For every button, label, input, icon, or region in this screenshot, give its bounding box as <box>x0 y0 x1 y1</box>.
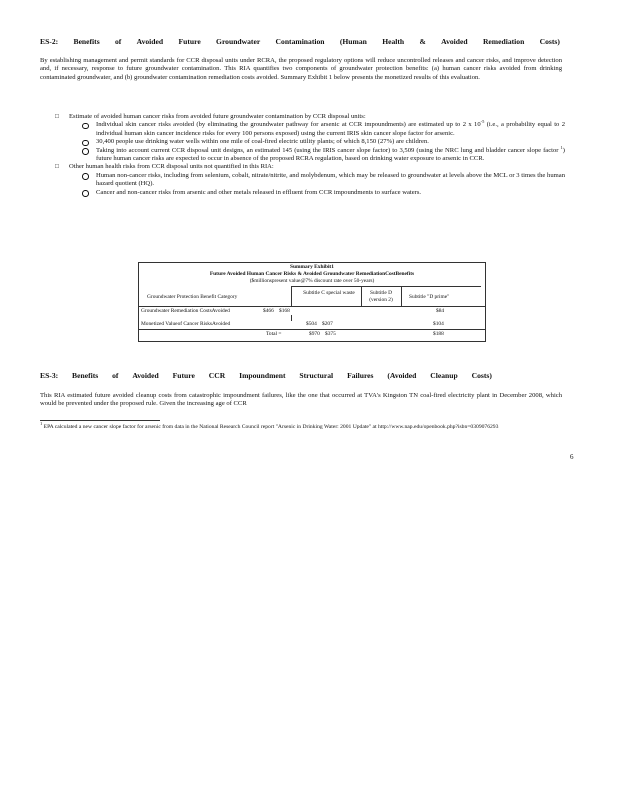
bullet-circle-icon <box>82 140 89 147</box>
header-subtitle-dprime: Subtitle "D prime" <box>409 294 450 300</box>
total-value-d: $375 <box>325 331 336 337</box>
row-value-dprime: $104 <box>433 321 444 327</box>
total-rule <box>139 329 485 330</box>
sub-bullet-text: ) future human cancer risks are expected to occur in absence of the proposed RCRA regulation, based on drinking water exposure to arsenic in CCR. <box>96 146 565 163</box>
heading-word: Avoided <box>136 37 164 46</box>
heading-word: Cleanup <box>430 371 458 380</box>
header-category: Groundwater Protection Benefit Category <box>147 294 238 300</box>
footnote-text: EPA calculated a new cancer slope factor for arsenic from data in the National Research Council report "Arsenic in Drinking Water: 2001 Update" at http://www.nap.edu/openbook.php?isbn=0309076293 <box>42 424 499 430</box>
row-value-d: $207 <box>322 321 333 327</box>
sub-bullet-text: 30,400 people use drinking water wells within one mile of coal-fired electric utility plants; of which 8,150 (27%) are children. <box>96 138 429 146</box>
sub-bullet-text: Taking into account current CCR disposal unit designs, an estimated 145 (using the IRIS cancer slope factor) to 3,509 (using the NRC lung and bladder cancer slope factor <box>96 146 561 154</box>
row-label: Monetized Valueof Cancer RisksAvoided <box>141 321 231 327</box>
heading-word: of <box>115 37 122 46</box>
heading-word: CCR <box>208 371 226 380</box>
summary-exhibit-table <box>138 262 486 342</box>
es3-paragraph: This RIA estimated future avoided cleanup costs from catastrophic impoundment failures, like the one that occurred at TVA's Kingston TN coal-fired electricity plant in December 2008, which would be prevented under the proposed rule. Given the increasing age of CCR <box>40 392 562 408</box>
sub-bullet-item <box>82 121 565 138</box>
row-value-c: $504 <box>306 321 317 327</box>
heading-word: Avoided <box>441 37 468 46</box>
heading-word: (Avoided <box>387 371 417 380</box>
bullet-circle-icon <box>82 173 89 180</box>
footnote-mark: 1 <box>40 421 43 427</box>
bullet-item <box>55 163 565 171</box>
sub-bullet-item <box>82 172 565 189</box>
header-subtitle-c: Subtitle C special waste <box>303 290 355 296</box>
heading-word: Failures <box>347 371 374 380</box>
sub-bullet-text: Cancer and non-cancer risks from arsenic and other metals released in effluent from CCR impoundments to surface waters. <box>96 188 422 196</box>
heading-word: ES-2: <box>40 37 59 46</box>
bullet-square-icon: □ <box>55 113 59 120</box>
heading-word: of <box>112 371 119 380</box>
col-divider <box>291 286 292 306</box>
bullet-circle-icon <box>82 190 89 197</box>
col-divider <box>291 315 292 321</box>
sub-bullet-text: Individual skin cancer risks avoided (by eliminating the groundwater pathway for arsenic at CCR impoundments) are estimated up to 2 x 10 <box>96 121 481 129</box>
row-value-d: $168 <box>279 308 290 314</box>
row-value-c: $466 <box>263 308 274 314</box>
heading-word: Health <box>382 37 405 46</box>
exhibit-caption: Summary Exhibit1 <box>290 264 334 270</box>
footnote-divider <box>40 420 160 421</box>
total-value-c: $970 <box>309 331 320 337</box>
row-rule <box>139 306 485 307</box>
bullet-text: Estimate of avoided human cancer risks from avoided future groundwater contamination by CCR disposal units: <box>69 113 366 120</box>
heading-word: & <box>419 37 426 46</box>
col-divider <box>361 286 362 306</box>
bullet-text: Other human health risks from CCR disposal units not quantified in this RIA: <box>69 163 274 171</box>
page-number: 6 <box>570 453 574 461</box>
heading-word: Groundwater <box>216 37 261 46</box>
row-value-dprime: $84 <box>436 308 445 314</box>
heading-word: (Human <box>339 37 367 46</box>
col-divider <box>401 286 402 306</box>
total-label: Total = <box>266 331 282 337</box>
heading-word: Remediation <box>482 37 525 46</box>
heading-word: Contamination <box>275 37 325 46</box>
sub-bullet-item <box>82 138 565 146</box>
heading-word: Structural <box>299 371 334 380</box>
heading-word: Future <box>172 371 195 380</box>
sub-bullet-item <box>82 189 565 197</box>
heading-word: Future <box>178 37 201 46</box>
row-label: Groundwater Remediation CostsAvoided <box>141 308 230 314</box>
exhibit-title: Future Avoided Human Cancer Risks & Avoided Groundwater RemediationCostBenefits <box>209 271 415 277</box>
heading-word: Costs) <box>471 371 492 380</box>
bullet-square-icon: □ <box>55 163 59 171</box>
header-rule <box>291 286 481 287</box>
footnote-ref: 1 <box>560 144 563 150</box>
heading-word: Impoundment <box>239 371 286 380</box>
bullet-circle-icon <box>82 123 89 130</box>
header-subtitle-d: Subtitle D (version 2) <box>369 290 393 303</box>
heading-word: Benefits <box>72 371 99 380</box>
footnote <box>40 421 560 431</box>
exhibit-subtitle: ($millionspresent value@7% discount rate over 50-years) <box>249 278 375 284</box>
heading-word: Avoided <box>132 371 159 380</box>
es2-bullet-list <box>55 113 565 197</box>
es2-paragraph: By establishing management and permit standards for CCR disposal units under RCRA, the proposed regulatory options will reduce uncontrolled releases and cancer risks, and improve detection and, if necessary, response to future groundwater contamination. This RIA quantifies two components of groundwater protection benefits: (a) human cancer risks avoided from drinking contaminated groundwater, and (b) groundwater contamination remediation costs avoided. Summary Exhibit 1 below presents the monetized results of this evaluation. <box>40 57 562 81</box>
es3-heading <box>40 371 492 380</box>
total-value-dprime: $188 <box>433 331 444 337</box>
sub-bullet-item <box>82 144 565 164</box>
sub-bullet-text: (i.e., a probability equal to 2 individual human skin cancer incidence risks for every 100 persons exposed) using the current IRIS skin cancer slope factor for arsenic. <box>96 121 565 137</box>
heading-word: ES-3: <box>40 371 59 380</box>
bullet-circle-icon <box>82 148 89 155</box>
heading-word: Costs) <box>539 37 560 46</box>
es2-heading <box>40 37 560 46</box>
superscript: -5 <box>480 119 485 125</box>
heading-word: Benefits <box>73 37 100 46</box>
sub-bullet-text: Human non-cancer risks, including from selenium, cobalt, nitrate/nitrite, and molybdenum, which may be released to groundwater at levels above the MCL or 3 times the human hazard quotient (HQ). <box>96 171 565 188</box>
